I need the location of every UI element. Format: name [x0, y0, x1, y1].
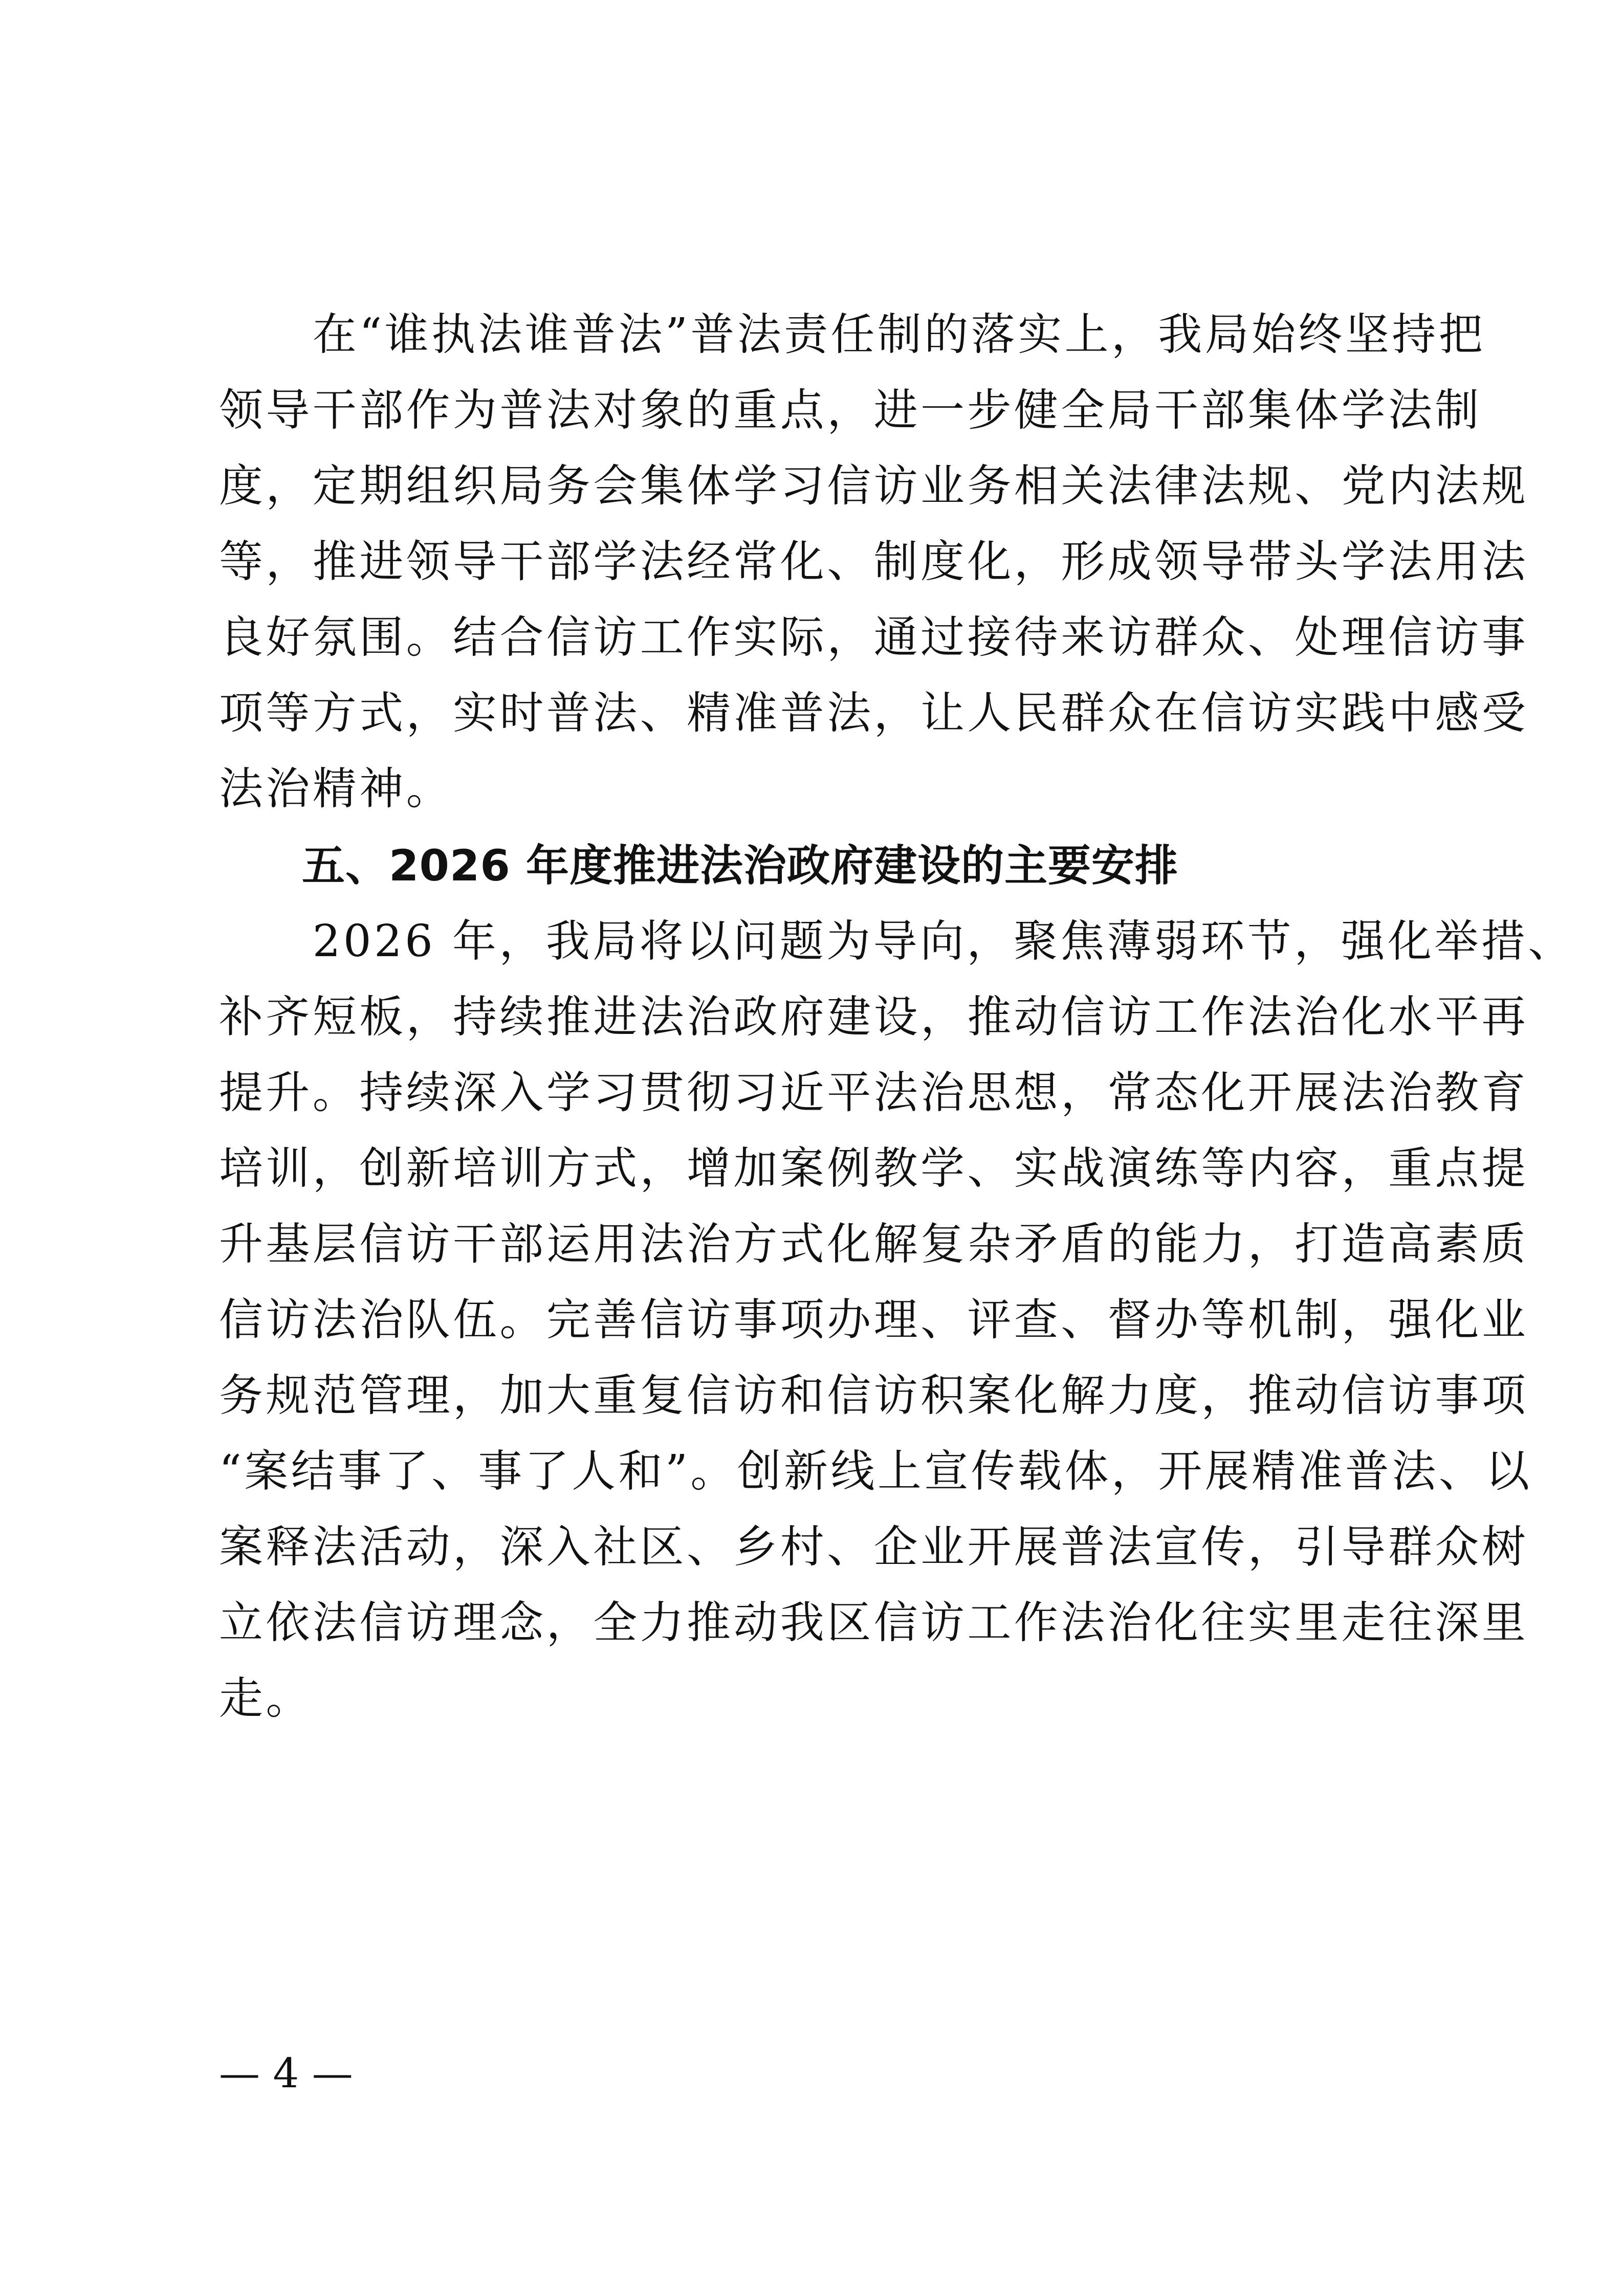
text-line: 在“谁执法谁普法”普法责任制的落实上，我局始终坚持把: [219, 309, 1486, 360]
text-line: 等，推进领导干部学法经常化、制度化，形成领导带头学法用法: [219, 536, 1529, 587]
section-heading: 五、2026 年度推进法治政府建设的主要安排: [302, 841, 1179, 891]
paragraph-popularizing-law: [219, 297, 1529, 827]
text-line: 信访法治队伍。完善信访事项办理、评查、督办等机制，强化业: [219, 1294, 1529, 1345]
text-line: 提升。持续深入学习贯彻习近平法治思想，常态化开展法治教育: [219, 1067, 1529, 1118]
paragraph-2026-plan: [219, 903, 1575, 1736]
text-line: 项等方式，实时普法、精准普法，让人民群众在信访实践中感受: [219, 688, 1529, 739]
text-line: 补齐短板，持续推进法治政府建设，推动信访工作法治化水平再: [219, 991, 1529, 1043]
text-line: 务规范管理，加大重复信访和信访积案化解力度，推动信访事项: [219, 1370, 1529, 1421]
text-line: 立依法信访理念，全力推动我区信访工作法治化往实里走往深里: [219, 1597, 1529, 1648]
text-line: 升基层信访干部运用法治方式化解复杂矛盾的能力，打造高素质: [219, 1219, 1529, 1270]
text-line: 2026 年，我局将以问题为导向，聚焦薄弱环节，强化举措、: [219, 916, 1575, 967]
text-line: 领导干部作为普法对象的重点，进一步健全局干部集体学法制: [219, 385, 1482, 436]
text-line: 法治精神。: [219, 763, 453, 814]
text-line: 度，定期组织局务会集体学习信访业务相关法律法规、党内法规: [219, 460, 1529, 512]
text-line: 走。: [219, 1673, 313, 1724]
text-line: 良好氛围。结合信访工作实际，通过接待来访群众、处理信访事: [219, 612, 1529, 663]
text-line: 培训，创新培训方式，增加案例教学、实战演练等内容，重点提: [219, 1143, 1529, 1194]
text-line: “案结事了、事了人和”。创新线上宣传载体，开展精准普法、以: [219, 1446, 1532, 1497]
text-line: 案释法活动，深入社区、乡村、企业开展普法宣传，引导群众树: [219, 1521, 1529, 1573]
page-number: — 4 —: [219, 2049, 353, 2097]
